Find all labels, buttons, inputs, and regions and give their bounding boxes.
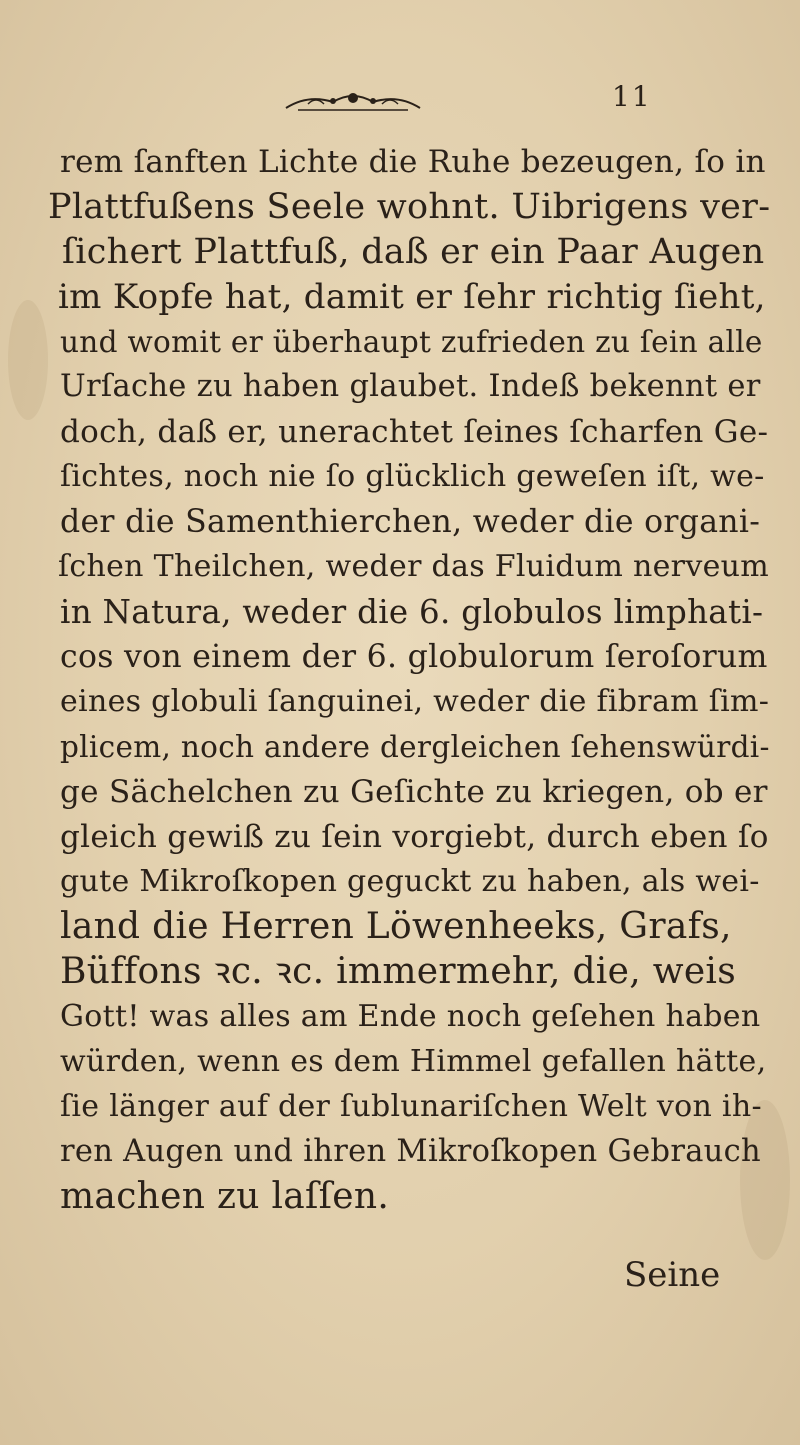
text-line: machen zu laſſen. — [60, 1176, 390, 1217]
text-line: land die Herren Löwenheeks, Grafs, — [60, 906, 732, 947]
floral-headpiece-ornament-icon — [278, 88, 428, 116]
text-line: doch, daß er, unerachtet ſeines ſcharfen Ge- — [60, 414, 769, 450]
text-line: in Natura, weder die 6. globulos limphati- — [60, 593, 764, 631]
text-line: Büffons ꝛc. ꝛc. immermehr, die, weis — [60, 951, 737, 992]
text-line: ſichtes, noch nie ſo glücklich geweſen iſt, we- — [60, 459, 765, 494]
paper-stain — [8, 300, 48, 420]
text-line: und womit er überhaupt zufrieden zu ſein alle — [60, 325, 763, 359]
page-number: 11 — [612, 80, 652, 113]
text-line: würden, wenn es dem Himmel gefallen hätte, — [60, 1044, 767, 1079]
text-line: ſchen Theilchen, weder das Fluidum nerveum — [58, 549, 769, 584]
text-line: ge Sächelchen zu Geſichte zu kriegen, ob er — [60, 774, 768, 810]
text-line: ren Augen und ihren Mikroſkopen Gebrauch — [60, 1134, 761, 1169]
text-line: im Kopfe hat, damit er ſehr richtig ſieht, — [58, 277, 766, 317]
catchword: Seine — [624, 1255, 721, 1295]
text-line: Gott! was alles am Ende noch geſehen haben — [60, 999, 761, 1034]
text-line: gute Mikroſkopen geguckt zu haben, als wei- — [60, 864, 760, 899]
text-line: gleich gewiß zu ſein vorgiebt, durch eben ſo — [60, 819, 769, 855]
text-line: rem ſanften Lichte die Ruhe bezeugen, ſo in — [60, 144, 766, 180]
text-line: eines globuli ſanguinei, weder die fibram ſim- — [60, 684, 770, 719]
text-line: cos von einem der 6. globulorum ſeroſorum — [60, 639, 768, 675]
page-header — [0, 78, 800, 128]
text-line: Plattfußens Seele wohnt. Uibrigens ver- — [48, 187, 771, 227]
text-line: Urſache zu haben glaubet. Indeß bekennt er — [60, 369, 761, 404]
text-line: ſie länger auf der ſublunariſchen Welt von ih- — [60, 1089, 762, 1124]
text-line: plicem, noch andere dergleichen ſehenswürdi- — [60, 730, 770, 764]
text-line: ſichert Plattfuß, daß er ein Paar Augen — [62, 232, 765, 272]
text-line: der die Samenthierchen, weder die organi- — [60, 504, 761, 540]
